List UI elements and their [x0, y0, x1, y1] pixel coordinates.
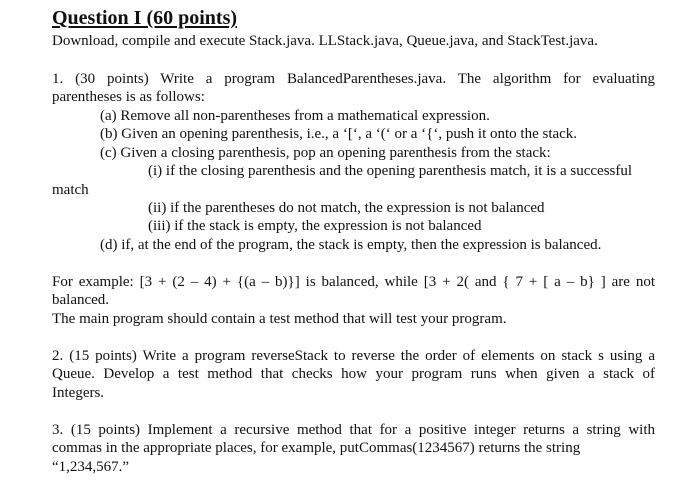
part3-line2: commas in the appropriate places, for example, putCommas(1234567) returns the string: [52, 440, 581, 456]
part1-line2: parentheses is as follows:: [52, 89, 205, 105]
part2-line1: 2. (15 points) Write a program reverseStack to reverse the order of elements on stack s using a: [52, 348, 655, 364]
part3-line3: “1,234,567.”: [52, 459, 130, 475]
part1-line1: 1. (30 points) Write a program BalancedParentheses.java. The algorithm for evaluating: [52, 71, 655, 87]
sub-ii: (ii) if the parentheses do not match, the expression is not balanced: [148, 200, 545, 216]
step-b: (b) Given an opening parenthesis, i.e., a ‘[‘, a ‘(‘ or a ‘{‘, push it onto the stack.: [100, 126, 578, 142]
sub-iii: (iii) if the stack is empty, the expression is not balanced: [148, 218, 482, 234]
intro-text: Download, compile and execute Stack.java. LLStack.java, Queue.java, and StackTest.java.: [52, 33, 598, 49]
step-a: (a) Remove all non-parentheses from a mathematical expression.: [100, 108, 490, 124]
part2-line3: Integers.: [52, 385, 105, 401]
part2-line2: Queue. Develop a test method that checks how your program runs when given a stack of: [52, 366, 655, 382]
step-d: (d) if, at the end of the program, the stack is empty, then the expression is balanced.: [100, 237, 602, 253]
step-c: (c) Given a closing parenthesis, pop an opening parenthesis from the stack:: [100, 145, 551, 161]
sub-i-line2: match: [52, 182, 89, 198]
test-note: The main program should contain a test method that will test your program.: [52, 311, 507, 327]
question-title: Question I (60 points): [52, 7, 238, 29]
example-line1: For example: [3 + (2 – 4) + {(a – b)}] is balanced, while [3 + 2( and { 7 + [ a – b} ] are not: [52, 274, 655, 290]
example-line2: balanced.: [52, 292, 110, 308]
sub-i-line1: (i) if the closing parenthesis and the opening parenthesis match, it is a successful: [148, 163, 633, 179]
part3-line1: 3. (15 points) Implement a recursive method that for a positive integer returns a string with: [52, 422, 655, 438]
